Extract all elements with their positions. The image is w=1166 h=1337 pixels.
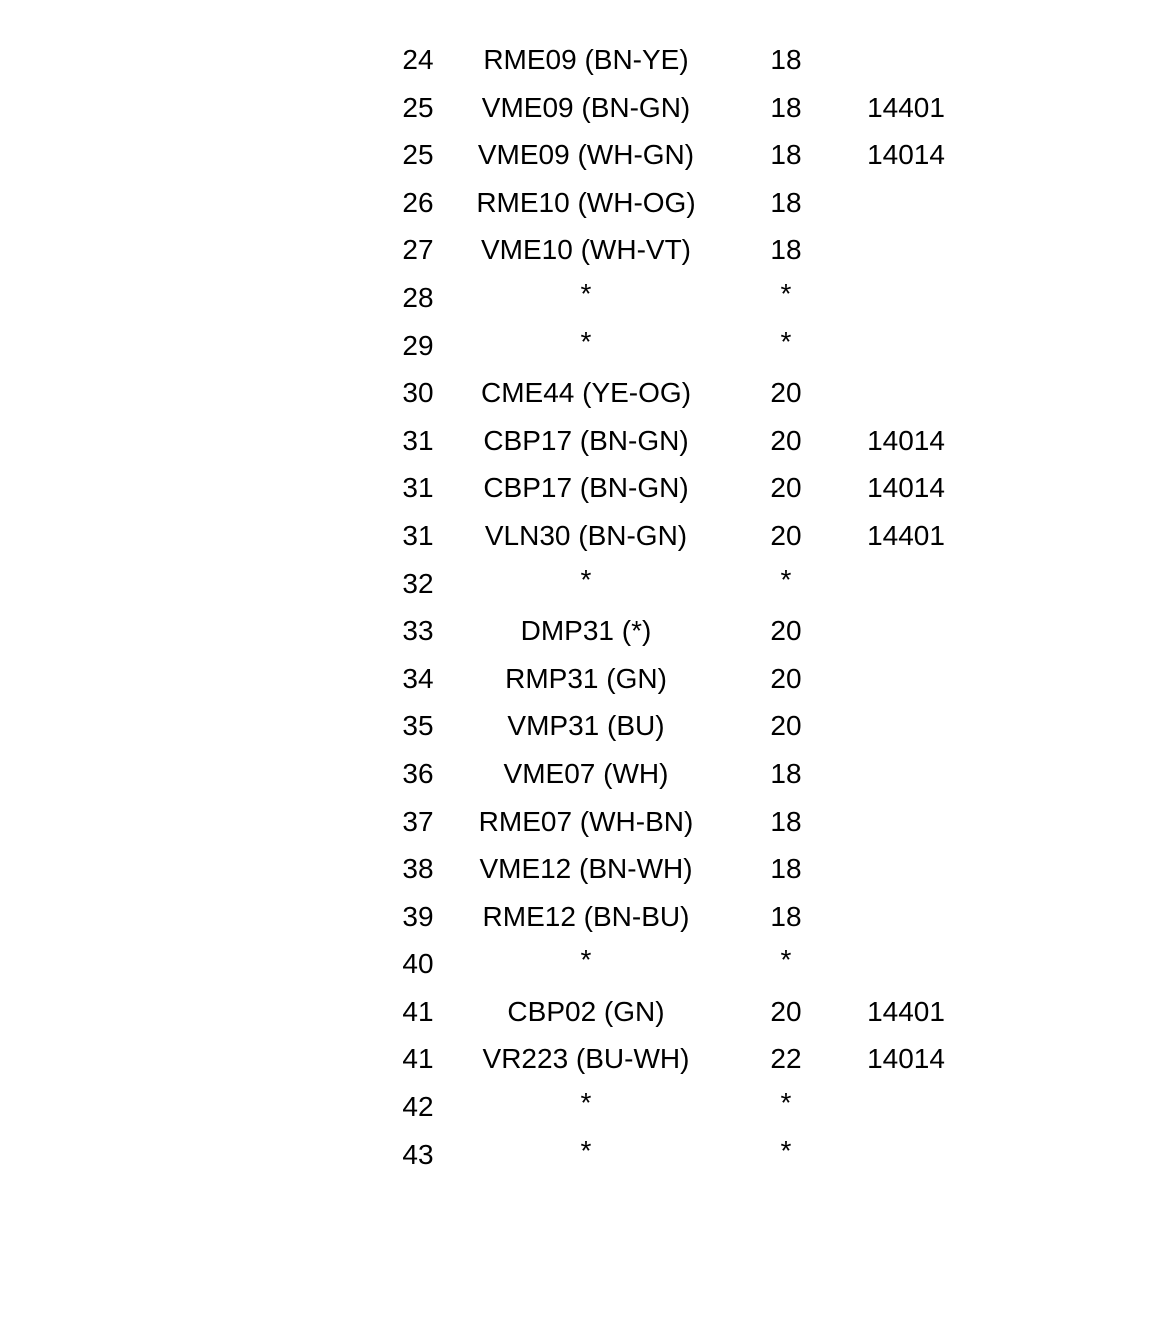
empty-marker: *: [580, 277, 592, 309]
table-row: [380, 512, 1000, 560]
wire-name: [456, 560, 716, 608]
wire-gauge: [746, 322, 826, 370]
wire-gauge: 20: [770, 519, 802, 551]
pin-number: 37: [402, 805, 434, 837]
connector-code: 14014: [867, 472, 945, 504]
pin-number: 31: [402, 424, 434, 456]
wire-gauge: [746, 1083, 826, 1131]
table-row: [380, 226, 1000, 274]
connector-code: 14401: [867, 519, 945, 551]
pin-number: 29: [402, 329, 434, 361]
table-row: [380, 1083, 1000, 1131]
wire-gauge: [746, 560, 826, 608]
wire-gauge: 20: [770, 424, 802, 456]
table-row: [380, 560, 1000, 608]
table-row: [380, 750, 1000, 798]
wire-name: RME09 (BN-YE): [483, 44, 689, 75]
empty-marker: *: [580, 325, 592, 357]
wire-gauge: 20: [770, 377, 802, 409]
wire-name: [456, 1131, 716, 1179]
wire-gauge: 20: [770, 662, 802, 694]
wire-name: [456, 940, 716, 988]
wire-gauge: 18: [770, 186, 802, 218]
wire-name: RME07 (WH-BN): [478, 805, 694, 837]
table-row: [380, 702, 1000, 750]
table-row: [380, 417, 1000, 465]
wire-gauge: 20: [770, 710, 802, 742]
table-row: [380, 84, 1000, 132]
pin-number: 28: [402, 281, 434, 313]
wire-gauge: 20: [770, 472, 802, 504]
pin-table: [380, 36, 1000, 1178]
table-row: [380, 655, 1000, 703]
wire-name: CBP17 (BN-GN): [483, 472, 689, 504]
table-row: [380, 988, 1000, 1036]
wire-name: VME10 (WH-VT): [481, 234, 691, 266]
wire-gauge: 18: [770, 900, 802, 932]
wire-name: DMP31 (*): [520, 615, 652, 647]
wire-name: [456, 274, 716, 322]
table-row: [380, 940, 1000, 988]
wire-name: CBP17 (BN-GN): [483, 424, 689, 456]
connector-code: 14014: [867, 1043, 945, 1075]
wire-gauge: 18: [770, 44, 802, 75]
connector-code: 14401: [867, 91, 945, 123]
pin-number: 43: [402, 1138, 434, 1170]
empty-marker: *: [780, 1134, 792, 1166]
wire-gauge: 20: [770, 615, 802, 647]
pin-number: 33: [402, 615, 434, 647]
wire-gauge: 18: [770, 757, 802, 789]
table-row: [380, 798, 1000, 846]
pin-number: 41: [402, 1043, 434, 1075]
table-row: [380, 607, 1000, 655]
wire-name: VME12 (BN-WH): [479, 853, 693, 885]
empty-marker: *: [780, 277, 792, 309]
pin-number: 35: [402, 710, 434, 742]
wire-gauge: [746, 1131, 826, 1179]
wire-gauge: 18: [770, 234, 802, 266]
empty-marker: *: [580, 1134, 592, 1166]
wire-gauge: 18: [770, 805, 802, 837]
wire-gauge: 18: [770, 853, 802, 885]
pin-number: 40: [402, 948, 434, 980]
pin-number: 38: [402, 853, 434, 885]
table-row: [380, 464, 1000, 512]
table-row: [380, 845, 1000, 893]
pin-number: 24: [402, 44, 434, 75]
wire-gauge: [746, 940, 826, 988]
empty-marker: *: [580, 1087, 592, 1119]
pin-number: 41: [402, 995, 434, 1027]
wire-name: [456, 322, 716, 370]
empty-marker: *: [580, 944, 592, 976]
empty-marker: *: [780, 325, 792, 357]
connector-code: 14014: [867, 139, 945, 171]
pin-number: 30: [402, 377, 434, 409]
wire-name: [456, 1083, 716, 1131]
pin-number: 25: [402, 91, 434, 123]
pin-number: 36: [402, 757, 434, 789]
wire-gauge: 20: [770, 995, 802, 1027]
wire-name: VME09 (WH-GN): [477, 139, 695, 171]
wire-name: VME09 (BN-GN): [481, 91, 691, 123]
pin-number: 25: [402, 139, 434, 171]
wire-name: RME10 (WH-OG): [476, 186, 696, 218]
pin-number: 31: [402, 472, 434, 504]
pin-number: 27: [402, 234, 434, 266]
wire-name: VMP31 (BU): [507, 710, 665, 742]
wire-name: RME12 (BN-BU): [482, 900, 690, 932]
pin-number: 26: [402, 186, 434, 218]
wire-gauge: [746, 274, 826, 322]
pin-number: 39: [402, 900, 434, 932]
table-row: [380, 179, 1000, 227]
pin-number: 32: [402, 567, 434, 599]
table-row: [380, 1035, 1000, 1083]
table-row: [380, 131, 1000, 179]
empty-marker: *: [580, 563, 592, 595]
wire-name: VLN30 (BN-GN): [484, 519, 688, 551]
table-row: [380, 322, 1000, 370]
table-row: [380, 893, 1000, 941]
wire-name: RMP31 (GN): [505, 662, 667, 694]
table-row: [380, 274, 1000, 322]
wire-gauge: 18: [770, 91, 802, 123]
wire-name: CME44 (YE-OG): [480, 377, 692, 409]
wire-name: CBP02 (GN): [507, 995, 665, 1027]
empty-marker: *: [780, 563, 792, 595]
table-row: [380, 369, 1000, 417]
wire-gauge: 22: [770, 1043, 802, 1075]
empty-marker: *: [780, 1087, 792, 1119]
wire-name: VME07 (WH): [503, 757, 669, 789]
table-row: [380, 1131, 1000, 1179]
connector-code: 14401: [867, 995, 945, 1027]
wire-name: VR223 (BU-WH): [482, 1043, 690, 1075]
pin-number: 42: [402, 1091, 434, 1123]
wire-gauge: 18: [770, 139, 802, 171]
pin-number: 34: [402, 662, 434, 694]
table-row: [380, 36, 1000, 84]
empty-marker: *: [780, 944, 792, 976]
connector-code: 14014: [867, 424, 945, 456]
pin-number: 31: [402, 519, 434, 551]
